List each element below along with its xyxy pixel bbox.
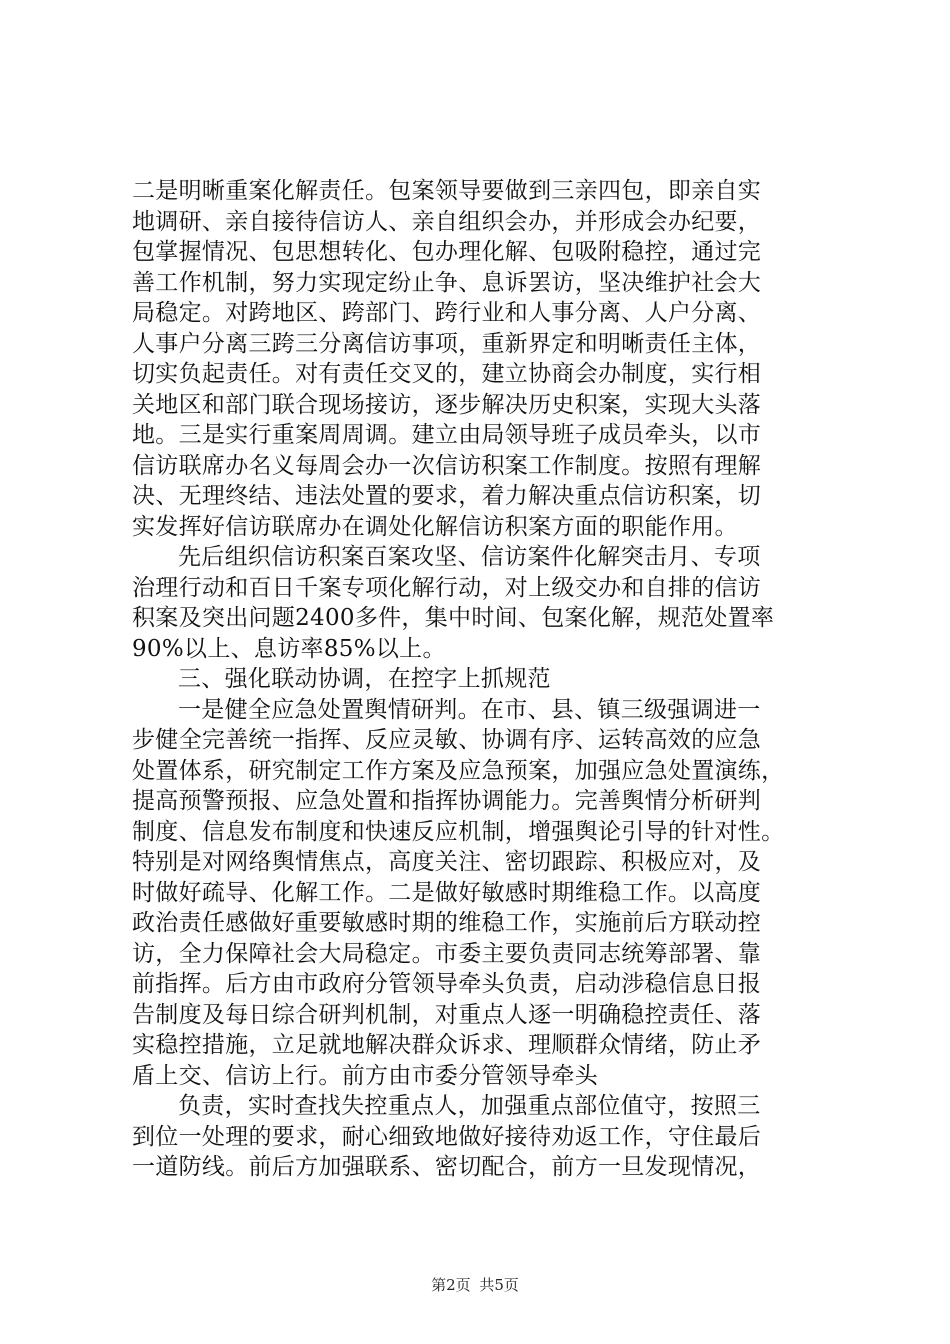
paragraph-line: 实发挥好信访联席办在调处化解信访积案方面的职能作用。 xyxy=(132,513,738,540)
paragraph-line: 决、无理终结、违法处置的要求，着力解决重点信访积案，切 xyxy=(132,483,762,509)
paragraph-line: 时做好疏导、化解工作。二是做好敏感时期维稳工作。以高度 xyxy=(132,879,762,906)
paragraph-line: 一是健全应急处置舆情研判。在市、县、镇三级强调进一 xyxy=(178,696,761,723)
page-footer xyxy=(0,1275,950,1295)
paragraph-line: 处置体系，研究制定工作方案及应急预案，加强应急处置演练， xyxy=(132,757,785,784)
paragraph-line: 盾上交、信访上行。前方由市委分管领导牵头 xyxy=(132,1062,598,1089)
paragraph-line: 治理行动和百日千案专项化解行动，对上级交办和自排的信访 xyxy=(132,574,762,601)
paragraph-line: 先后组织信访积案百案攻坚、信访案件化解突击月、专项 xyxy=(178,544,761,570)
paragraph-line: 制度、信息发布制度和快速反应机制，增强舆论引导的针对性。 xyxy=(132,818,785,845)
paragraph-line: 关地区和部门联合现场接访，逐步解决历史积案，实现大头落 xyxy=(132,391,762,418)
paragraph-line: 地调研、亲自接待信访人、亲自组织会办，并形成会办纪要， xyxy=(132,208,762,235)
paragraph-line: 包掌握情况、包思想转化、包办理化解、包吸附稳控，通过完 xyxy=(132,239,762,265)
page-total: 共5页 xyxy=(479,1276,519,1294)
paragraph-line: 信访联席办名义每周会办一次信访积案工作制度。按照有理解 xyxy=(132,452,762,479)
paragraph-line: 切实负起责任。对有责任交叉的，建立协商会办制度，实行相 xyxy=(132,361,762,387)
paragraph-line: 二是明晰重案化解责任。包案领导要做到三亲四包，即亲自实 xyxy=(132,178,762,204)
paragraph-line: 人事户分离三跨三分离信访事项，重新界定和明晰责任主体， xyxy=(132,330,762,357)
paragraph-line: 告制度及每日综合研判机制，对重点人逐一明确稳控责任、落 xyxy=(132,1001,762,1028)
paragraph-line: 访，全力保障社会大局稳定。市委主要负责同志统筹部署、靠 xyxy=(132,940,762,967)
page-number: 第2页 xyxy=(431,1276,471,1294)
paragraph-line: 负责，实时查找失控重点人，加强重点部位值守，按照三 xyxy=(178,1093,761,1119)
paragraph-line: 三、强化联动协调，在控字上抓规范 xyxy=(178,666,551,692)
paragraph-line: 积案及突出问题2400多件，集中时间、包案化解，规范处置率 xyxy=(132,605,775,631)
paragraph-line: 90%以上、息访率85%以上。 xyxy=(132,635,446,662)
paragraph-line: 步健全完善统一指挥、反应灵敏、协调有序、运转高效的应急 xyxy=(132,727,762,753)
paragraph-line: 前指挥。后方由市政府分管领导牵头负责，启动涉稳信息日报 xyxy=(132,971,762,997)
paragraph-line: 一道防线。前后方加强联系、密切配合，前方一旦发现情况， xyxy=(132,1154,762,1180)
paragraph-line: 善工作机制，努力实现定纷止争、息诉罢访，坚决维护社会大 xyxy=(132,269,762,296)
paragraph-line: 局稳定。对跨地区、跨部门、跨行业和人事分离、人户分离、 xyxy=(132,300,762,326)
paragraph-line: 政治责任感做好重要敏感时期的维稳工作，实施前后方联动控 xyxy=(132,910,762,936)
paragraph-line: 特别是对网络舆情焦点，高度关注、密切跟踪、积极应对，及 xyxy=(132,849,762,875)
document-body xyxy=(132,176,837,1183)
paragraph-line: 提高预警预报、应急处置和指挥协调能力。完善舆情分析研判 xyxy=(132,788,762,814)
paragraph-line: 实稳控措施，立足就地解决群众诉求、理顺群众情绪，防止矛 xyxy=(132,1032,762,1058)
paragraph-line: 到位一处理的要求，耐心细致地做好接待劝返工作，守住最后 xyxy=(132,1123,762,1150)
paragraph-line: 地。三是实行重案周周调。建立由局领导班子成员牵头，以市 xyxy=(132,422,762,448)
